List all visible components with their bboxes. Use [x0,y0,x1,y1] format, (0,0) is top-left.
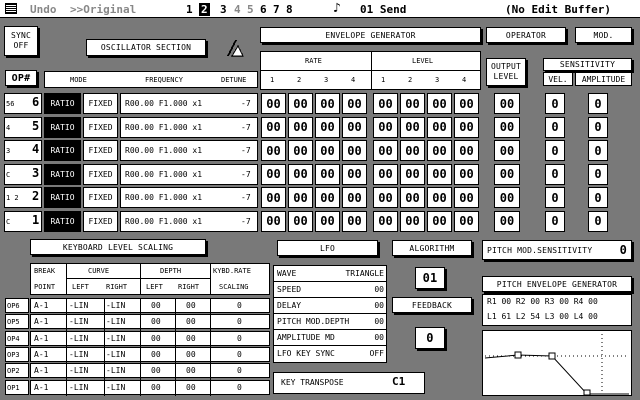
page-6[interactable]: 6 [260,3,267,16]
peg-handle-3[interactable] [584,390,590,395]
output-level-header [486,58,526,86]
eg-col-r2: 2 [297,76,302,84]
eg-col-r3: 3 [324,76,329,84]
detune-value[interactable]: -7 [241,216,251,226]
key-transpose-value[interactable]: C1 [392,375,406,388]
kls-curve-left[interactable]: -LIN [69,301,89,310]
eg-level-2[interactable]: 00 [400,187,425,208]
kls-curve-header: CURVE [88,267,110,275]
op-number: 1 [32,212,40,227]
kls-col-divider-2 [140,298,141,396]
op-number: 5 [32,118,40,133]
eg-level-1[interactable]: 00 [373,187,398,208]
music-note-icon[interactable]: ♪ [333,1,341,16]
kls-rate-scaling[interactable]: 0 [237,317,242,327]
algorithm-value[interactable]: 01 [415,267,445,289]
page-1[interactable]: 1 [186,3,193,16]
vel-header: VEL. [543,72,573,86]
kls-curve-right-header: RIGHT [106,283,128,291]
pitch-envelope-graph[interactable] [482,330,632,396]
output-level-label-2: LEVEL [493,72,519,81]
ratio-mode-button[interactable]: RATIO [44,140,81,161]
eg-level-3[interactable]: 00 [427,211,452,232]
kls-break-point[interactable]: A-1 [34,382,49,392]
frequency-value[interactable]: R00.00 F1.000 x1 [125,146,203,155]
eg-level-4[interactable]: 00 [454,187,479,208]
ratio-mode-button[interactable]: RATIO [44,211,81,232]
detune-value[interactable]: -7 [241,169,251,179]
eg-level-2[interactable]: 00 [400,140,425,161]
eg-rate-1[interactable]: 00 [261,187,286,208]
lfo-param-value[interactable]: TRIANGLE [345,269,384,278]
output-level-value[interactable]: 00 [494,93,520,114]
envelope-generator-button[interactable]: ENVELOPE GENERATOR [260,27,481,43]
mod-tab[interactable]: MOD. [575,27,632,43]
kls-depth-right[interactable]: 00 [186,333,196,343]
kls-hdr-div-2 [140,263,141,295]
eg-rate-2[interactable]: 00 [288,164,313,185]
kls-curve-left-header: LEFT [72,283,89,291]
output-level-value[interactable]: 00 [494,117,520,138]
eg-rate-2[interactable]: 00 [288,187,313,208]
vel-sensitivity-value[interactable]: 0 [545,187,565,208]
peg-handle-2[interactable] [549,353,555,359]
kls-curve-right[interactable]: -LIN [106,349,126,359]
eg-rate-3[interactable]: 00 [315,93,340,114]
op-connection-label: 1 2 [6,194,19,202]
eg-level-4[interactable]: 00 [454,140,479,161]
op-connection-label: 3 [6,147,11,155]
op-connection-label: C [6,217,11,226]
kls-curve-right[interactable]: -LIN [106,333,126,343]
kls-curve-left[interactable]: -LIN [69,366,89,376]
kls-curve-right[interactable]: -LIN [106,382,126,392]
kls-depth-left[interactable]: 00 [151,366,161,376]
op-number: 4 [32,142,40,156]
undo-button[interactable]: Undo [30,3,57,16]
edit-buffer-status: (No Edit Buffer) [505,3,611,16]
eg-level-1[interactable]: 00 [373,117,398,138]
kls-hdr-hline [66,278,210,279]
lfo-param-value[interactable]: 00 [374,317,384,326]
kls-rate-scaling[interactable]: 0 [237,333,242,343]
kls-break-point[interactable]: A-1 [34,333,49,343]
lfo-button[interactable]: LFO [277,240,378,256]
kls-col-divider-3 [175,298,176,396]
frequency-value[interactable]: R00.00 F1.000 x1 [125,169,203,179]
fixed-mode-button[interactable]: FIXED [83,117,118,138]
page-2-active[interactable]: 2 [201,3,208,16]
peg-levels[interactable]: L1 61 L2 54 L3 00 L4 00 [487,312,598,321]
kls-col-divider-0 [66,298,67,396]
eg-rate-4[interactable]: 00 [342,117,367,138]
sync-label: SYNC [10,31,32,40]
menu-bar [0,0,640,18]
kls-op-label: OP3 [7,350,20,359]
kls-depth-right[interactable]: 00 [186,349,196,359]
pitch-mod-sensitivity[interactable] [482,240,632,260]
kls-rate-scaling[interactable]: 0 [237,349,242,359]
kls-curve-right[interactable]: -LIN [106,301,126,310]
eg-rate-2[interactable]: 00 [288,93,313,114]
kls-scaling-header: SCALING [219,283,249,291]
kls-op-label: OP1 [7,383,20,392]
peg-rates[interactable]: R1 00 R2 00 R3 00 R4 00 [487,297,598,306]
keyboard-level-scaling-button[interactable]: KEYBOARD LEVEL SCALING [30,239,206,255]
kls-hdr-div-1 [66,263,67,295]
op-number: 3 [32,165,40,180]
kls-break-point[interactable]: A-1 [34,349,49,359]
eg-rate-3[interactable]: 00 [315,187,340,208]
fixed-mode-button[interactable]: FIXED [83,93,118,114]
kls-depth-right[interactable]: 00 [186,382,196,392]
eg-level-2[interactable]: 00 [400,164,425,185]
eg-level-4[interactable]: 00 [454,93,479,114]
ratio-mode-button[interactable]: RATIO [44,117,81,138]
eg-level-1[interactable]: 00 [373,140,398,161]
kls-kbd-header: KYBD.RATE [213,267,251,275]
eg-level-4[interactable]: 00 [454,211,479,232]
kls-curve-right[interactable]: -LIN [106,317,126,327]
lfo-param-label: SPEED [277,285,302,294]
sync-value: OFF [13,41,29,50]
fixed-mode-button[interactable]: FIXED [83,211,118,232]
lfo-param-label: LFO KEY SYNC [277,349,335,358]
output-level-label-1: OUTPUT [490,62,522,71]
vel-sensitivity-value[interactable]: 0 [545,211,565,232]
eg-col-l2: 2 [408,76,413,84]
kls-depth-left-header: LEFT [146,283,163,291]
kls-curve-left[interactable]: -LIN [69,382,89,392]
frequency-value[interactable]: R00.00 F1.000 x1 [125,193,203,202]
lfo-param-value[interactable]: 00 [374,301,384,310]
frequency-value[interactable]: R00.00 F1.000 x1 [125,99,203,108]
kls-curve-right[interactable]: -LIN [106,366,126,376]
fixed-mode-button[interactable]: FIXED [83,164,118,185]
lfo-param-value[interactable]: 00 [374,285,384,294]
eg-col-l3: 3 [435,76,440,84]
kls-depth-left[interactable]: 00 [151,333,161,343]
eg-level-1[interactable]: 00 [373,93,398,114]
output-level-value[interactable]: 00 [494,164,520,185]
kls-break-point[interactable]: A-1 [34,301,49,310]
pitch-mod-sens-value[interactable]: 0 [619,243,627,257]
op-number: 6 [32,95,40,109]
detune-value[interactable]: -7 [241,193,251,202]
eg-rate-1[interactable]: 00 [261,211,286,232]
eg-col-l1: 1 [381,76,386,84]
page-4[interactable]: 4 [234,3,241,16]
algorithm-button[interactable]: ALGORITHM [392,240,472,256]
eg-level-3[interactable]: 00 [427,187,452,208]
eg-rate-1[interactable]: 00 [261,93,286,114]
amplitude-sensitivity-value[interactable]: 0 [588,211,608,232]
kls-point-header: POINT [34,283,56,291]
eg-rate-3[interactable]: 00 [315,211,340,232]
lfo-param-label: PITCH MOD.DEPTH [277,317,350,326]
eg-rate-4[interactable]: 00 [342,164,367,185]
kls-curve-left[interactable]: -LIN [69,317,89,327]
lfo-param-value[interactable]: OFF [369,349,384,358]
page-5[interactable]: 5 [247,3,254,16]
pitch-envelope-generator-button[interactable]: PITCH ENVELOPE GENERATOR [482,276,632,292]
feedback-value[interactable]: 0 [415,327,445,349]
eg-col-r1: 1 [270,76,275,84]
kls-depth-right-header: RIGHT [178,283,200,291]
pitch-mod-sens-label: PITCH MOD.SENSITIVITY [487,245,593,255]
output-level-value[interactable]: 00 [494,140,520,161]
sensitivity-header: SENSITIVITY [543,58,632,71]
lfo-param-value[interactable]: 00 [374,333,384,342]
kls-rate-scaling[interactable]: 0 [237,366,242,376]
vel-sensitivity-value[interactable]: 0 [545,140,565,161]
ratio-mode-button[interactable]: RATIO [44,93,81,114]
level-header: LEVEL [412,57,434,65]
lfo-row-divider [273,329,387,330]
peg-handle-1[interactable] [515,352,521,358]
op-connection-label: 56 [6,100,15,108]
fixed-mode-button[interactable]: FIXED [83,140,118,161]
send-button[interactable]: 01 Send [360,3,407,16]
op-connection-label: C [6,170,11,179]
amplitude-sensitivity-value[interactable]: 0 [588,93,608,114]
kls-depth-header: DEPTH [160,267,182,275]
kls-col-divider-1 [104,298,105,396]
amplitude-sensitivity-value[interactable]: 0 [588,164,608,185]
window-menu-icon[interactable] [5,3,17,14]
kls-depth-left[interactable]: 00 [151,301,161,310]
feedback-button[interactable]: FEEDBACK [392,297,472,313]
ratio-mode-button[interactable]: RATIO [44,164,81,185]
frequency-value[interactable]: R00.00 F1.000 x1 [125,122,203,132]
kls-op-label: OP6 [7,302,20,310]
eg-rate-1[interactable]: 00 [261,117,286,138]
sync-button[interactable] [4,26,38,56]
kls-depth-left[interactable]: 00 [151,349,161,359]
frequency-value[interactable]: R00.00 F1.000 x1 [125,216,203,226]
output-level-value[interactable]: 00 [494,187,520,208]
eg-level-4[interactable]: 00 [454,117,479,138]
detune-header: DETUNE [221,76,247,84]
amplitude-sensitivity-value[interactable]: 0 [588,187,608,208]
eg-level-2[interactable]: 00 [400,93,425,114]
lfo-row-divider [273,281,387,282]
mode-header: MODE [70,76,87,84]
kls-depth-right[interactable]: 00 [186,366,196,376]
lfo-param-label: WAVE [277,269,297,278]
kls-col-divider-4 [210,298,211,396]
eg-level-2[interactable]: 00 [400,117,425,138]
kls-rate-scaling[interactable]: 0 [237,382,242,392]
eg-rate-3[interactable]: 00 [315,140,340,161]
kls-op-label: OP2 [7,367,20,376]
eg-level-3[interactable]: 00 [427,93,452,114]
page-3[interactable]: 3 [220,3,227,16]
kls-curve-left[interactable]: -LIN [69,349,89,359]
fixed-mode-button[interactable]: FIXED [83,187,118,208]
frequency-header: FREQUENCY [145,76,183,84]
oscillator-section-button[interactable]: OSCILLATOR SECTION [86,39,206,56]
eg-level-1[interactable]: 00 [373,211,398,232]
eg-rate-4[interactable]: 00 [342,93,367,114]
kls-curve-left[interactable]: -LIN [69,333,89,343]
eg-rate-2[interactable]: 00 [288,117,313,138]
kls-rate-scaling[interactable]: 0 [237,301,242,310]
page-8[interactable]: 8 [286,3,293,16]
vel-sensitivity-value[interactable]: 0 [545,164,565,185]
vel-sensitivity-value[interactable]: 0 [545,93,565,114]
key-transpose-label: KEY TRANSPOSE [281,378,344,387]
eg-rate-1[interactable]: 00 [261,164,286,185]
rate-header: RATE [305,57,322,65]
lfo-row-divider [273,297,387,298]
vel-sensitivity-value[interactable]: 0 [545,117,565,138]
eg-level-3[interactable]: 00 [427,140,452,161]
eg-rate-4[interactable]: 00 [342,211,367,232]
eg-rate-4[interactable]: 00 [342,187,367,208]
eg-level-1[interactable]: 00 [373,164,398,185]
kls-break-point[interactable]: A-1 [34,366,49,376]
kls-depth-right[interactable]: 00 [186,301,196,310]
kls-depth-left[interactable]: 00 [151,317,161,327]
eg-level-3[interactable]: 00 [427,117,452,138]
detune-value[interactable]: -7 [241,146,251,155]
amplitude-sensitivity-value[interactable]: 0 [588,140,608,161]
lfo-param-label: DELAY [277,301,302,310]
eg-col-r4: 4 [351,76,356,84]
kls-break-header: BREAK [34,267,56,275]
kls-break-point[interactable]: A-1 [34,317,49,327]
eg-rate-4[interactable]: 00 [342,140,367,161]
page-7[interactable]: 7 [273,3,280,16]
eg-rate-2[interactable]: 00 [288,140,313,161]
kls-depth-right[interactable]: 00 [186,317,196,327]
lfo-row-divider [273,313,387,314]
eg-rate-3[interactable]: 00 [315,164,340,185]
output-level-value[interactable]: 00 [494,211,520,232]
eg-rate-2[interactable]: 00 [288,211,313,232]
kls-op-label: OP4 [7,334,20,343]
eg-rate-3[interactable]: 00 [315,117,340,138]
eg-level-4[interactable]: 00 [454,164,479,185]
detune-value[interactable]: -7 [241,122,251,132]
lfo-param-label: AMPLITUDE MD [277,333,335,342]
op-number: 2 [32,189,40,203]
kls-op-label: OP5 [7,318,20,327]
detune-value[interactable]: -7 [241,99,251,108]
op-number-header[interactable]: OP# [5,70,37,86]
kls-depth-left[interactable]: 00 [151,382,161,392]
original-button[interactable]: >>Original [70,3,137,16]
kls-hdr-div-3 [210,263,211,295]
eg-level-3[interactable]: 00 [427,164,452,185]
operator-tab[interactable]: OPERATOR [486,27,566,43]
eg-header-split [371,51,372,90]
signal-logo-icon [224,38,244,58]
eg-rate-1[interactable]: 00 [261,140,286,161]
eg-col-l4: 4 [462,76,467,84]
lfo-row-divider [273,345,387,346]
amplitude-sensitivity-value[interactable]: 0 [588,117,608,138]
eg-level-2[interactable]: 00 [400,211,425,232]
amplitude-header: AMPLITUDE [575,72,632,86]
ratio-mode-button[interactable]: RATIO [44,187,81,208]
op-connection-label: 4 [6,123,11,132]
